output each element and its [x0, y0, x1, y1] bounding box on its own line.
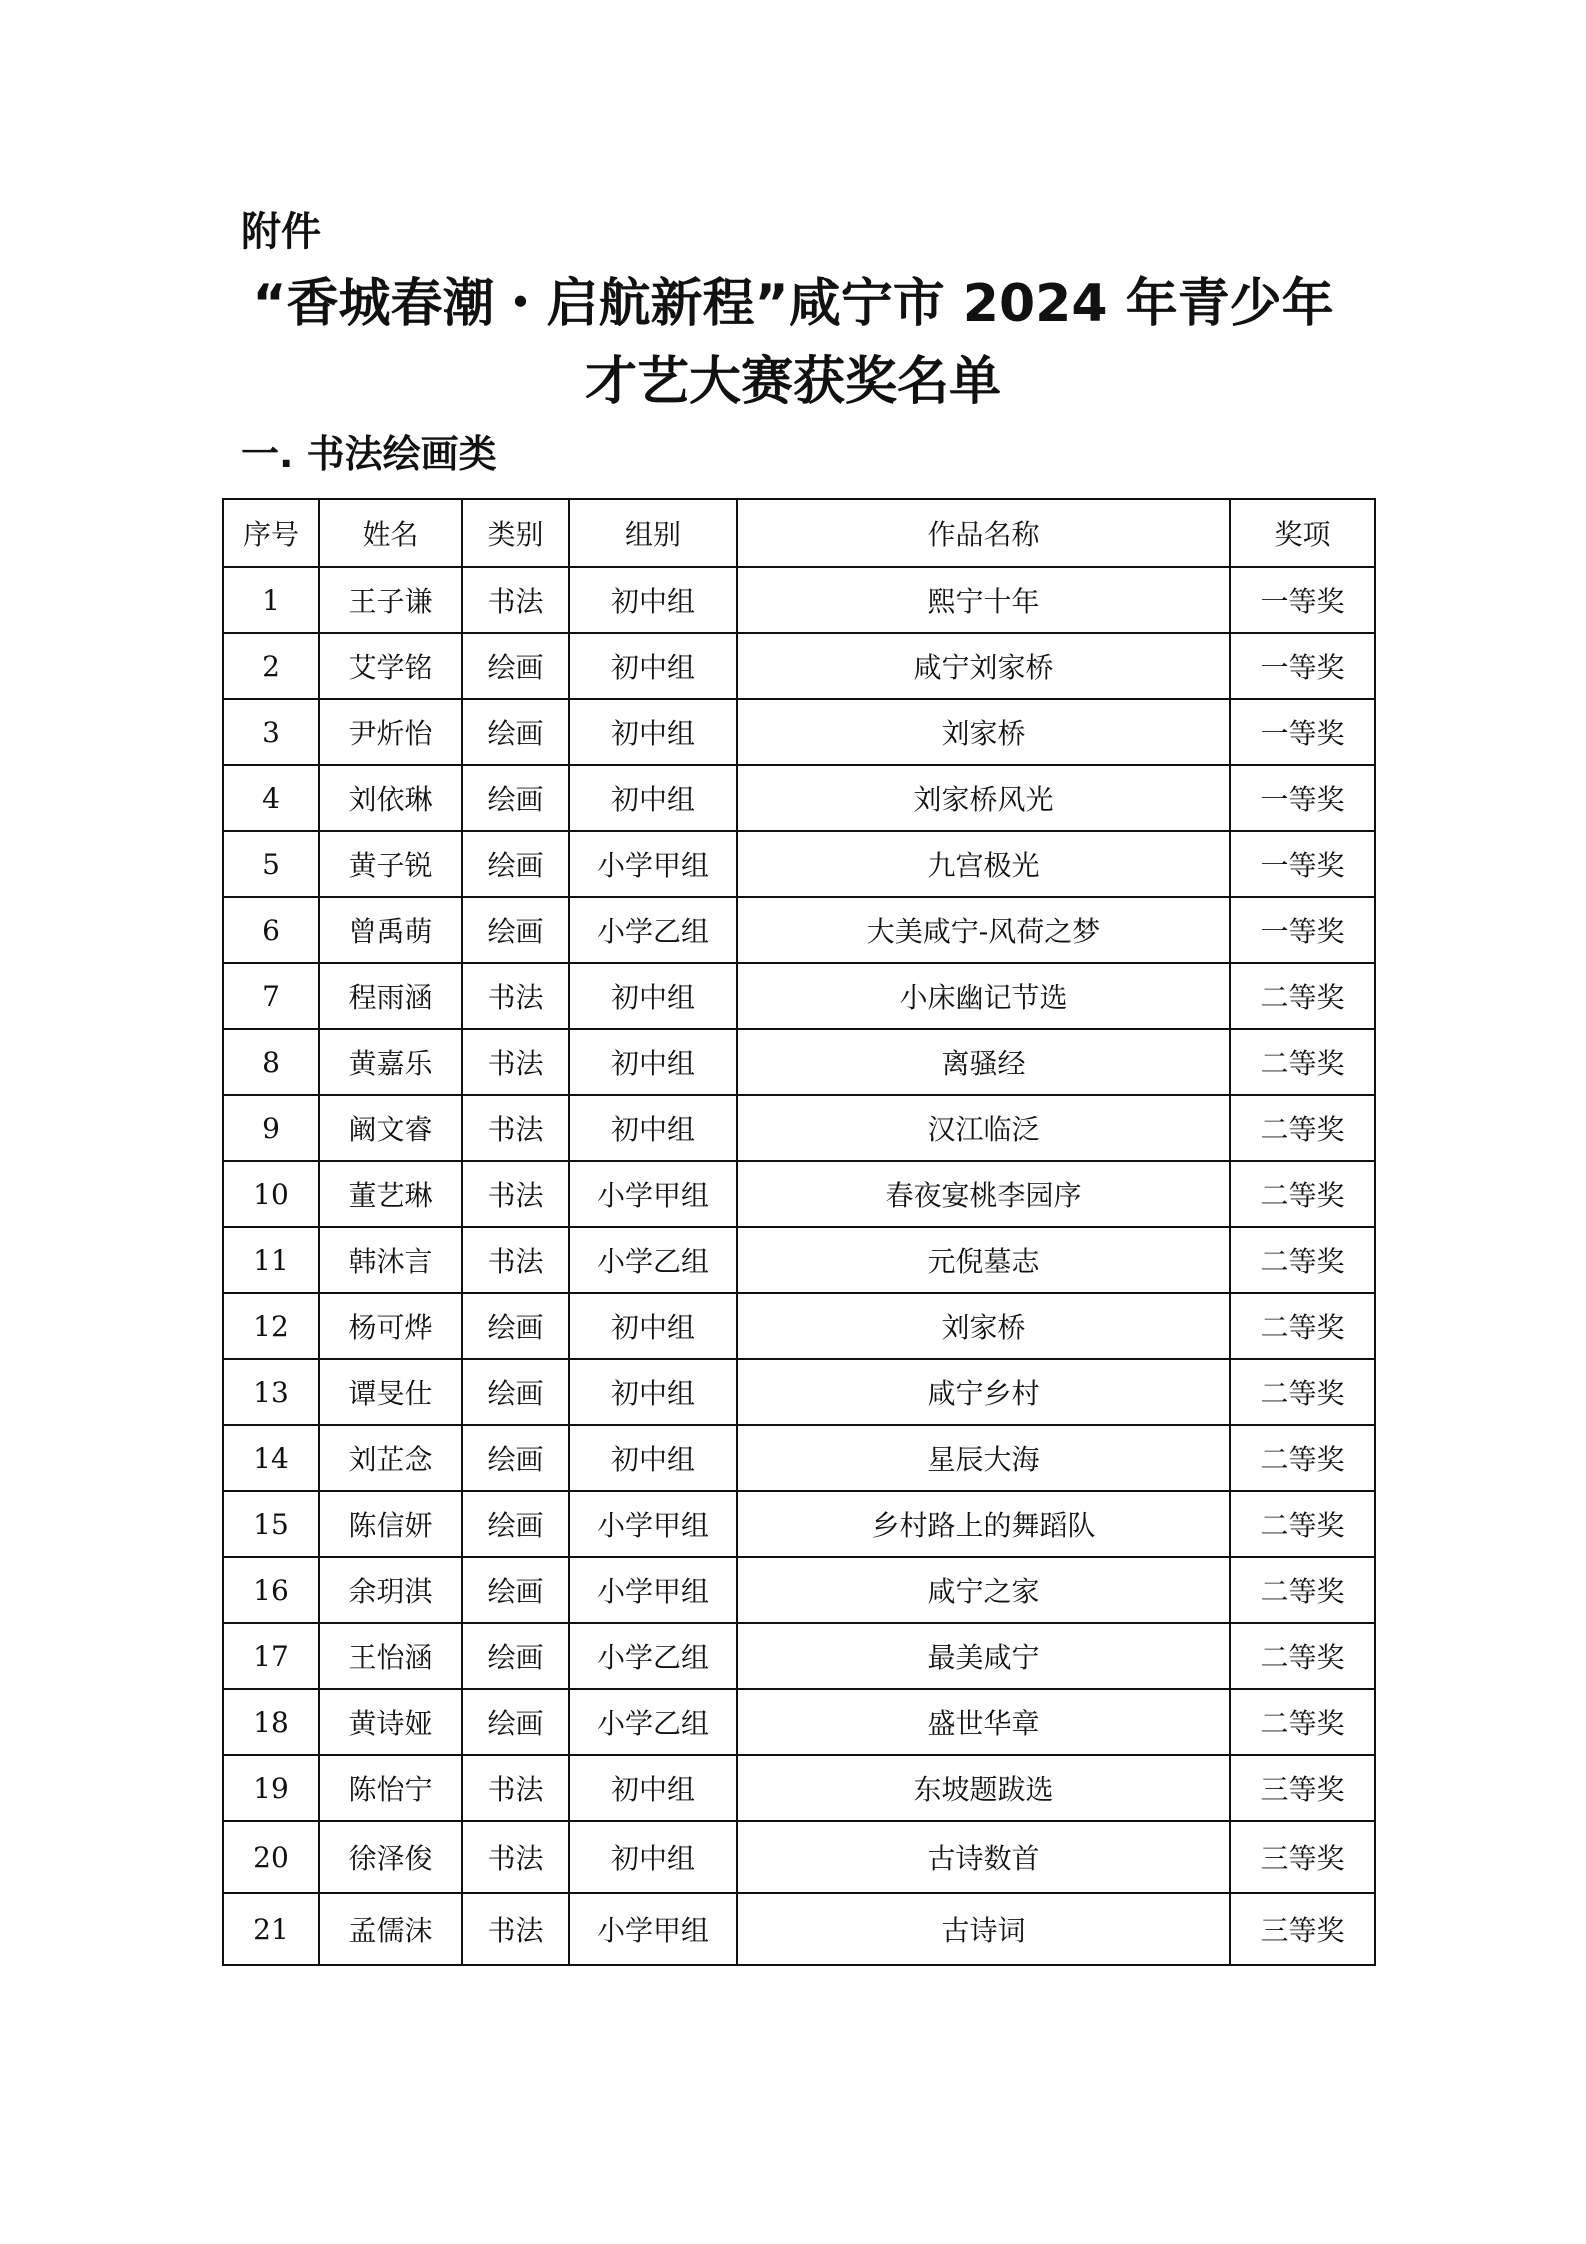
student-name-cell: 杨可烨 [319, 1293, 462, 1359]
table-row [223, 831, 1375, 897]
group-cell: 小学乙组 [569, 1623, 737, 1689]
group-cell: 初中组 [569, 1755, 737, 1821]
table-row [223, 1623, 1375, 1689]
student-name-cell: 艾学铭 [319, 633, 462, 699]
category-cell: 绘画 [462, 1557, 569, 1623]
group-cell: 初中组 [569, 963, 737, 1029]
table-row [223, 1029, 1375, 1095]
table-header-row [223, 499, 1375, 567]
table-row [223, 1095, 1375, 1161]
prize-cell: 二等奖 [1230, 1293, 1375, 1359]
category-cell: 书法 [462, 1029, 569, 1095]
table-body [223, 567, 1375, 1965]
row-number-cell: 7 [223, 963, 319, 1029]
group-cell: 初中组 [569, 1293, 737, 1359]
prize-cell: 二等奖 [1230, 1227, 1375, 1293]
category-cell: 书法 [462, 1095, 569, 1161]
student-name-cell: 董艺琳 [319, 1161, 462, 1227]
prize-cell: 二等奖 [1230, 1491, 1375, 1557]
category-cell: 绘画 [462, 1689, 569, 1755]
prize-cell: 二等奖 [1230, 1029, 1375, 1095]
table-row [223, 1821, 1375, 1893]
student-name-cell: 王怡涵 [319, 1623, 462, 1689]
work-title-cell: 刘家桥风光 [737, 765, 1230, 831]
category-cell: 书法 [462, 1161, 569, 1227]
row-number-cell: 9 [223, 1095, 319, 1161]
prize-cell: 二等奖 [1230, 963, 1375, 1029]
group-cell: 初中组 [569, 1095, 737, 1161]
row-number-cell: 8 [223, 1029, 319, 1095]
prize-cell: 二等奖 [1230, 1161, 1375, 1227]
student-name-cell: 王子谦 [319, 567, 462, 633]
prize-cell: 二等奖 [1230, 1095, 1375, 1161]
row-number-cell: 10 [223, 1161, 319, 1227]
work-title-cell: 星辰大海 [737, 1425, 1230, 1491]
table-row [223, 567, 1375, 633]
work-title-cell: 盛世华章 [737, 1689, 1230, 1755]
work-title-cell: 最美咸宁 [737, 1623, 1230, 1689]
row-number-cell: 17 [223, 1623, 319, 1689]
group-cell: 小学甲组 [569, 1557, 737, 1623]
table-row [223, 1359, 1375, 1425]
table-row [223, 897, 1375, 963]
header-number: 序号 [223, 499, 319, 567]
prize-cell: 一等奖 [1230, 633, 1375, 699]
student-name-cell: 孟儒沫 [319, 1893, 462, 1965]
work-title-cell: 古诗数首 [737, 1821, 1230, 1893]
group-cell: 初中组 [569, 1359, 737, 1425]
student-name-cell: 陈信妍 [319, 1491, 462, 1557]
group-cell: 初中组 [569, 633, 737, 699]
work-title-cell: 乡村路上的舞蹈队 [737, 1491, 1230, 1557]
prize-cell: 三等奖 [1230, 1893, 1375, 1965]
group-cell: 小学乙组 [569, 1227, 737, 1293]
row-number-cell: 12 [223, 1293, 319, 1359]
row-number-cell: 20 [223, 1821, 319, 1893]
header-work-title: 作品名称 [737, 499, 1230, 567]
group-cell: 初中组 [569, 765, 737, 831]
header-name: 姓名 [319, 499, 462, 567]
group-cell: 小学甲组 [569, 1491, 737, 1557]
table-row [223, 765, 1375, 831]
category-cell: 绘画 [462, 1491, 569, 1557]
work-title-cell: 九宫极光 [737, 831, 1230, 897]
group-cell: 初中组 [569, 567, 737, 633]
table-row [223, 963, 1375, 1029]
table-row [223, 1425, 1375, 1491]
group-cell: 初中组 [569, 1425, 737, 1491]
table-row [223, 1161, 1375, 1227]
category-cell: 书法 [462, 567, 569, 633]
table-row [223, 633, 1375, 699]
group-cell: 初中组 [569, 1821, 737, 1893]
prize-cell: 二等奖 [1230, 1425, 1375, 1491]
row-number-cell: 11 [223, 1227, 319, 1293]
group-cell: 初中组 [569, 1029, 737, 1095]
row-number-cell: 19 [223, 1755, 319, 1821]
student-name-cell: 谭旻仕 [319, 1359, 462, 1425]
row-number-cell: 18 [223, 1689, 319, 1755]
student-name-cell: 阚文睿 [319, 1095, 462, 1161]
prize-cell: 一等奖 [1230, 831, 1375, 897]
table-row [223, 1689, 1375, 1755]
attachment-label: 附件 [241, 209, 321, 255]
category-cell: 绘画 [462, 699, 569, 765]
work-title-cell: 古诗词 [737, 1893, 1230, 1965]
table-row [223, 1893, 1375, 1965]
row-number-cell: 14 [223, 1425, 319, 1491]
row-number-cell: 13 [223, 1359, 319, 1425]
group-cell: 小学乙组 [569, 1689, 737, 1755]
table-row [223, 699, 1375, 765]
document-title-line-2: 才艺大赛获奖名单 [584, 352, 1001, 412]
prize-cell: 二等奖 [1230, 1557, 1375, 1623]
row-number-cell: 1 [223, 567, 319, 633]
category-cell: 绘画 [462, 1293, 569, 1359]
work-title-cell: 熙宁十年 [737, 567, 1230, 633]
row-number-cell: 16 [223, 1557, 319, 1623]
group-cell: 小学甲组 [569, 1161, 737, 1227]
row-number-cell: 3 [223, 699, 319, 765]
prize-cell: 一等奖 [1230, 567, 1375, 633]
category-cell: 绘画 [462, 1623, 569, 1689]
category-cell: 绘画 [462, 897, 569, 963]
row-number-cell: 21 [223, 1893, 319, 1965]
category-cell: 书法 [462, 1893, 569, 1965]
category-cell: 书法 [462, 1821, 569, 1893]
row-number-cell: 4 [223, 765, 319, 831]
table-row [223, 1227, 1375, 1293]
row-number-cell: 6 [223, 897, 319, 963]
prize-cell: 三等奖 [1230, 1755, 1375, 1821]
work-title-cell: 东坡题跋选 [737, 1755, 1230, 1821]
work-title-cell: 大美咸宁-风荷之梦 [737, 897, 1230, 963]
student-name-cell: 刘芷念 [319, 1425, 462, 1491]
group-cell: 初中组 [569, 699, 737, 765]
section-heading: 一. 书法绘画类 [241, 432, 497, 476]
row-number-cell: 5 [223, 831, 319, 897]
group-cell: 小学甲组 [569, 831, 737, 897]
prize-cell: 一等奖 [1230, 765, 1375, 831]
award-winners-table [222, 498, 1376, 1966]
document-title-line-1: “香城春潮・启航新程”咸宁市 2024 年青少年 [252, 274, 1334, 334]
student-name-cell: 余玥淇 [319, 1557, 462, 1623]
prize-cell: 二等奖 [1230, 1623, 1375, 1689]
prize-cell: 一等奖 [1230, 897, 1375, 963]
work-title-cell: 小床幽记节选 [737, 963, 1230, 1029]
work-title-cell: 刘家桥 [737, 1293, 1230, 1359]
student-name-cell: 尹炘怡 [319, 699, 462, 765]
group-cell: 小学甲组 [569, 1893, 737, 1965]
student-name-cell: 黄诗娅 [319, 1689, 462, 1755]
table-row [223, 1293, 1375, 1359]
prize-cell: 二等奖 [1230, 1359, 1375, 1425]
student-name-cell: 徐泽俊 [319, 1821, 462, 1893]
category-cell: 书法 [462, 1227, 569, 1293]
category-cell: 绘画 [462, 1425, 569, 1491]
header-prize: 奖项 [1230, 499, 1375, 567]
category-cell: 绘画 [462, 831, 569, 897]
work-title-cell: 咸宁之家 [737, 1557, 1230, 1623]
header-group: 组别 [569, 499, 737, 567]
work-title-cell: 咸宁乡村 [737, 1359, 1230, 1425]
student-name-cell: 程雨涵 [319, 963, 462, 1029]
student-name-cell: 黄子锐 [319, 831, 462, 897]
work-title-cell: 刘家桥 [737, 699, 1230, 765]
row-number-cell: 15 [223, 1491, 319, 1557]
student-name-cell: 曾禹萌 [319, 897, 462, 963]
table-row [223, 1557, 1375, 1623]
student-name-cell: 陈怡宁 [319, 1755, 462, 1821]
category-cell: 书法 [462, 963, 569, 1029]
prize-cell: 二等奖 [1230, 1689, 1375, 1755]
row-number-cell: 2 [223, 633, 319, 699]
prize-cell: 一等奖 [1230, 699, 1375, 765]
work-title-cell: 离骚经 [737, 1029, 1230, 1095]
prize-cell: 三等奖 [1230, 1821, 1375, 1893]
category-cell: 绘画 [462, 633, 569, 699]
student-name-cell: 韩沐言 [319, 1227, 462, 1293]
category-cell: 书法 [462, 1755, 569, 1821]
header-category: 类别 [462, 499, 569, 567]
student-name-cell: 刘依琳 [319, 765, 462, 831]
work-title-cell: 春夜宴桃李园序 [737, 1161, 1230, 1227]
category-cell: 绘画 [462, 765, 569, 831]
work-title-cell: 汉江临泛 [737, 1095, 1230, 1161]
category-cell: 绘画 [462, 1359, 569, 1425]
table-row [223, 1755, 1375, 1821]
group-cell: 小学乙组 [569, 897, 737, 963]
work-title-cell: 元倪墓志 [737, 1227, 1230, 1293]
work-title-cell: 咸宁刘家桥 [737, 633, 1230, 699]
student-name-cell: 黄嘉乐 [319, 1029, 462, 1095]
table-row [223, 1491, 1375, 1557]
